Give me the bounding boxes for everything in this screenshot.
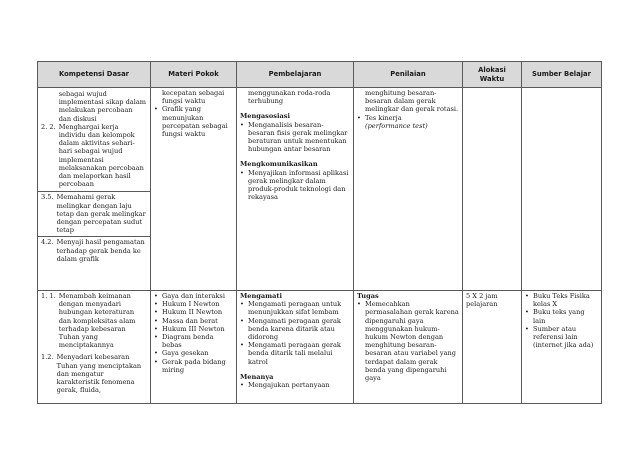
- list-item: • Mengajukan pertanyaan: [240, 381, 330, 390]
- header-pembelajaran: Pembelajaran: [237, 62, 354, 88]
- table-row: [38, 88, 602, 291]
- cell-penilaian: [354, 291, 463, 404]
- bullet-icon: •: [240, 341, 244, 350]
- list-item: • Mengamati peragaan gerak benda ditarik tali melalui katrol: [240, 341, 341, 366]
- list-item: • Tes kinerja (performance test): [357, 113, 428, 130]
- syllabus-table: [37, 61, 602, 404]
- cell-alokasi: [463, 88, 522, 291]
- list-item: • Memecahkan permasalahan gerak karena dipengaruhi gaya menggunakan hukum-hukum Newton dengan menghitung besaran-besaran atau variabel yang terdapat dalam gerak benda yang dipengaruhi gaya: [357, 300, 459, 383]
- cell-penilaian: [354, 88, 463, 291]
- kd-text: Menyaji hasil pengamatan terhadap gerak benda ke dalam grafik: [56, 238, 145, 263]
- list-item: • Buku teks yang lain: [525, 308, 585, 325]
- bullet-icon: •: [240, 300, 244, 309]
- bullet-icon: •: [154, 105, 158, 114]
- kd-text: Memahami gerak melingkar dengan laju tetap dan gerak melingkar dengan percepatan sudut tetap: [56, 193, 146, 235]
- header-materi-pokok: Materi Pokok: [151, 62, 237, 88]
- kd-number: 1.2.: [41, 353, 54, 362]
- assessment-heading: Tugas: [357, 292, 379, 300]
- bullet-icon: •: [240, 381, 244, 390]
- list-item: • Mengamati peragaan gerak benda karena ditarik atau didorong: [240, 316, 341, 342]
- table-header-row: [38, 62, 602, 88]
- bullet-icon: •: [154, 300, 158, 309]
- kd-text: Menghargai kerja individu dan kelompok dalam aktivitas sehari-hari sebagai wujud implementasi melaksanakan percobaan dan melaporkan hasil percobaan: [58, 122, 144, 189]
- list-item: • Grafik yang menunjukan percepatan sebagai fungsi waktu: [154, 105, 228, 139]
- kd-text: Menyadari kebesaran Tuhan yang menciptakan dan mengatur karakteristik fenomena gerak, fluida,: [56, 353, 142, 395]
- header-sumber-belajar: Sumber Belajar: [522, 62, 602, 88]
- bullet-icon: •: [154, 357, 158, 366]
- header-alokasi-waktu: Alokasi Waktu: [463, 62, 522, 88]
- kd-number: 3.5.: [41, 193, 54, 202]
- list-item: • Sumber atau referensi lain (internet jika ada): [525, 324, 594, 350]
- list-item: • Hukum I Newton: [154, 300, 220, 309]
- bullet-icon: •: [154, 349, 158, 358]
- activity-heading: Mengasosiasi: [240, 112, 290, 121]
- list-item: • Hukum II Newton: [154, 308, 223, 317]
- alokasi-waktu-value: 5 X 2 jam pelajaran: [466, 292, 498, 309]
- kd-text: Menambah keimanan dengan menyadari hubungan keteraturan dan kompleksitas alam terhadap kebesaran Tuhan yang menciptakannya: [58, 292, 136, 350]
- kd-number: 2. 2.: [41, 122, 56, 131]
- bullet-icon: •: [525, 308, 529, 317]
- kd-lead-text: sebagai wujud implementasi sikap dalam melakukan percobaan dan diskusi: [58, 90, 147, 123]
- list-item: • Massa dan berat: [154, 316, 218, 325]
- bullet-icon: •: [154, 316, 158, 325]
- kd-number: 4.2.: [41, 238, 54, 247]
- cell-materi: [151, 291, 237, 404]
- bullet-icon: •: [154, 308, 158, 317]
- list-item: • Gerak pada bidang miring: [154, 357, 226, 374]
- bullet-icon: •: [240, 120, 244, 129]
- list-item: • Diagram benda bebas: [154, 333, 214, 350]
- list-item: • Gaya gesekan: [154, 349, 209, 358]
- cell-sumber: [522, 291, 602, 404]
- kd-number: 1. 1.: [41, 292, 56, 300]
- cell-materi: [151, 88, 237, 291]
- activity-heading: Mengamati: [240, 292, 282, 300]
- cell-pembelajaran: [237, 291, 354, 404]
- bullet-icon: •: [240, 316, 244, 325]
- bullet-icon: •: [525, 292, 529, 300]
- penilaian-lead-text: menghitung besaran-besaran dalam gerak melingkar dan gerak rotasi.: [365, 89, 459, 114]
- table-row: [38, 291, 602, 404]
- bullet-icon: •: [357, 300, 361, 309]
- bullet-icon: •: [240, 168, 244, 177]
- materi-lead-text: kecepatan sebagai fungsi waktu: [162, 89, 225, 106]
- list-item: • Buku Teks Fisika kelas X: [525, 292, 590, 309]
- pembelajaran-lead-text: menggunakan roda-roda terhubung: [248, 89, 331, 106]
- bullet-icon: •: [154, 324, 158, 333]
- list-item: • Hukum III Newton: [154, 324, 225, 333]
- list-item: • Menganalisis besaran-besaran fisis gerak melingkar beraturan untuk menentukan hubungan antar besaran: [240, 120, 348, 154]
- cell-kompetensi: [38, 291, 151, 404]
- list-item: • Mengamati peragaan untuk menunjukkan sifat lembam: [240, 300, 342, 317]
- activity-heading: Mengkomunikasikan: [240, 160, 318, 169]
- list-item: • Gaya dan interaksi: [154, 292, 225, 300]
- cell-sumber: [522, 88, 602, 291]
- cell-pembelajaran: [237, 88, 354, 291]
- bullet-icon: •: [525, 324, 529, 333]
- list-item: • Menyajikan informasi aplikasi gerak melingkar dalam produk-produk teknologi dan rekayasa: [240, 168, 349, 202]
- activity-heading: Menanya: [240, 372, 274, 381]
- header-penilaian: Penilaian: [354, 62, 463, 88]
- cell-alokasi: [463, 291, 522, 404]
- bullet-icon: •: [154, 333, 158, 342]
- cell-kompetensi: [38, 88, 151, 291]
- bullet-icon: •: [357, 113, 361, 122]
- header-kompetensi-dasar: Kompetensi Dasar: [38, 62, 151, 88]
- bullet-icon: •: [154, 292, 158, 300]
